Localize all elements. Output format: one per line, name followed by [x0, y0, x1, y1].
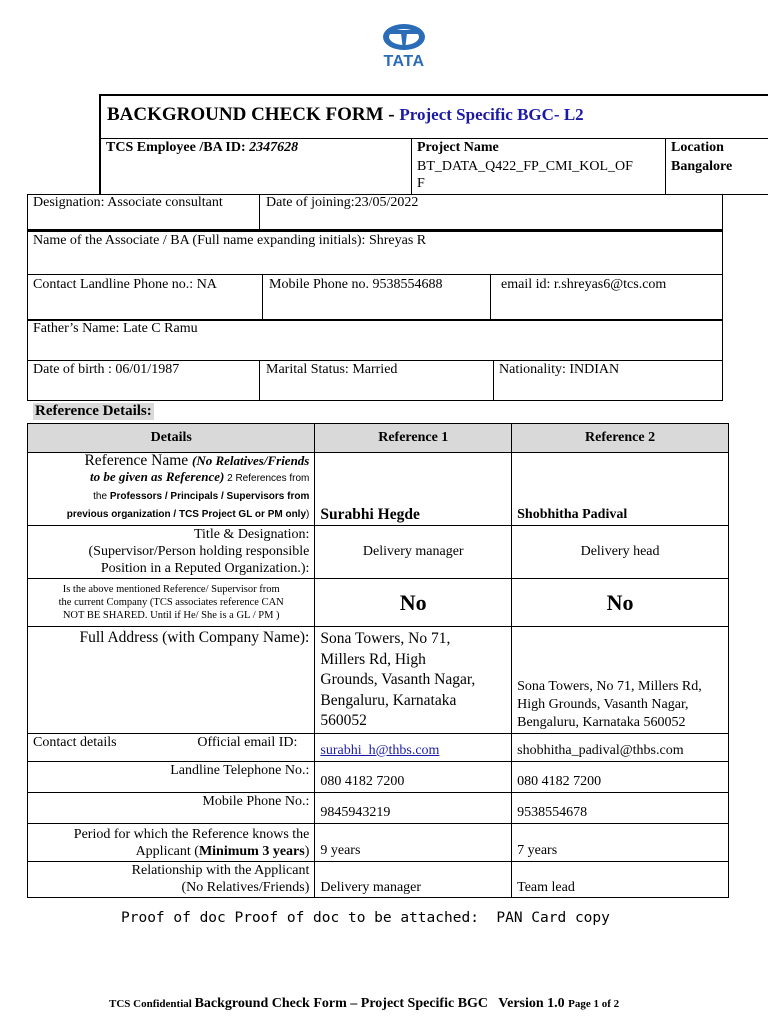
- tata-logo: [374, 22, 434, 72]
- landline-label: Landline Telephone No.:: [28, 762, 315, 793]
- landline: Contact Landline Phone no.: NA: [33, 277, 217, 292]
- reference-1-title: Delivery manager: [315, 526, 512, 579]
- reference-table: [27, 423, 729, 898]
- form-title-box: [99, 94, 768, 139]
- table-row: [28, 734, 729, 762]
- reference-2-period: 7 years: [512, 824, 729, 862]
- date-of-birth: Date of birth : 06/01/1987: [33, 362, 180, 377]
- footer-title: Background Check Form – Project Specific BGC: [194, 996, 489, 1011]
- reference-2-relationship: Team lead: [512, 862, 729, 898]
- reference-1-name: Surabhi Hegde: [315, 453, 512, 526]
- footer-confidential: TCS Confidential: [109, 998, 195, 1010]
- reference-1-relationship: Delivery manager: [315, 862, 512, 898]
- tata-logo-icon: [374, 22, 434, 54]
- reference-2-mobile: 9538554678: [512, 793, 729, 824]
- reference-2-title: Delivery head: [512, 526, 729, 579]
- table-row: [28, 793, 729, 824]
- reference-1-period: 9 years: [315, 824, 512, 862]
- proof-of-document: Proof of doc Proof of doc to be attached: PAN Card copy: [121, 910, 610, 926]
- reference-2-name: Shobhitha Padival: [512, 453, 729, 526]
- form-subtitle: Project Specific BGC- L2: [399, 105, 584, 124]
- full-address-label: Full Address (with Company Name):: [28, 627, 315, 734]
- location-value: Bangalore: [671, 159, 733, 174]
- project-name-line2: F: [417, 176, 425, 191]
- mobile: Mobile Phone no. 9538554688: [269, 277, 443, 292]
- reference-header-row: [28, 424, 729, 453]
- table-row: [28, 762, 729, 793]
- reference-2-landline: 080 4182 7200: [512, 762, 729, 793]
- email: email id: r.shreyas6@tcs.com: [501, 277, 667, 292]
- footer: [101, 976, 619, 1012]
- col-details: Details: [28, 424, 315, 453]
- table-row: [28, 824, 729, 862]
- relationship-label: Relationship with the Applicant (No Relatives/Friends): [28, 862, 315, 898]
- period-label: Period for which the Reference knows the Applicant (Minimum 3 years): [28, 824, 315, 862]
- date-of-joining: Date of joining:23/05/2022: [266, 195, 419, 210]
- reference-1-email-link[interactable]: surabhi_h@thbs.com: [320, 743, 440, 758]
- reference-1-landline: 080 4182 7200: [315, 762, 512, 793]
- reference-1-email[interactable]: [315, 734, 512, 762]
- reference-2-current-company: No: [512, 579, 729, 627]
- designation: Designation: Associate consultant: [33, 195, 223, 210]
- current-company-question: Is the above mentioned Reference/ Supervisor from the current Company (TCS associates reference CAN NOT BE SHARED. Until if He/ She is a GL / PM ): [28, 579, 315, 627]
- reference-1-mobile: 9845943219: [315, 793, 512, 824]
- reference-1-current-company: No: [315, 579, 512, 627]
- location-label: Location: [671, 140, 724, 155]
- reference-2-address: Sona Towers, No 71, Millers Rd, High Grounds, Vasanth Nagar, Bengaluru, Karnataka 560052: [512, 627, 729, 734]
- reference-2-email: shobhitha_padival@thbs.com: [512, 734, 729, 762]
- table-row: [28, 453, 729, 526]
- father-name: Father’s Name: Late C Ramu: [33, 321, 198, 336]
- associate-name: Name of the Associate / BA (Full name expanding initials): Shreyas R: [33, 233, 427, 248]
- marital-status: Marital Status: Married: [266, 362, 398, 377]
- table-row: [28, 526, 729, 579]
- col-reference-2: Reference 2: [512, 424, 729, 453]
- project-name-label: Project Name: [417, 140, 499, 155]
- employee-id-label: TCS Employee /BA ID:: [106, 140, 250, 155]
- nationality: Nationality: INDIAN: [499, 362, 620, 377]
- title-designation-label: Title & Designation: (Supervisor/Person holding responsible Position in a Reputed Organization.):: [28, 526, 315, 579]
- project-name-line1: BT_DATA_Q422_FP_CMI_KOL_OF: [417, 159, 633, 174]
- table-row: [28, 627, 729, 734]
- mobile-label: Mobile Phone No.:: [28, 793, 315, 824]
- reference-name-label: Reference Name (No Relatives/Friends to be given as Reference) 2 References from the Professors / Principals / Supervisors from previous organization / TCS Project GL or PM only): [28, 453, 315, 526]
- footer-version: Version 1.0: [488, 996, 569, 1011]
- table-row: [28, 579, 729, 627]
- contact-details-email-label: Contact details Official email ID:: [28, 734, 315, 762]
- col-reference-1: Reference 1: [315, 424, 512, 453]
- footer-page: Page 1 of 2: [568, 998, 620, 1010]
- table-row: [28, 862, 729, 898]
- form-title: BACKGROUND CHECK FORM -: [107, 104, 400, 125]
- tata-logo-text: TATA: [383, 53, 425, 70]
- reference-1-address: Sona Towers, No 71, Millers Rd, High Grounds, Vasanth Nagar, Bengaluru, Karnataka 560052: [315, 627, 512, 734]
- employee-id-field: [106, 140, 298, 156]
- employee-id-value: 2347628: [249, 140, 299, 155]
- reference-section-title: Reference Details:: [35, 403, 152, 419]
